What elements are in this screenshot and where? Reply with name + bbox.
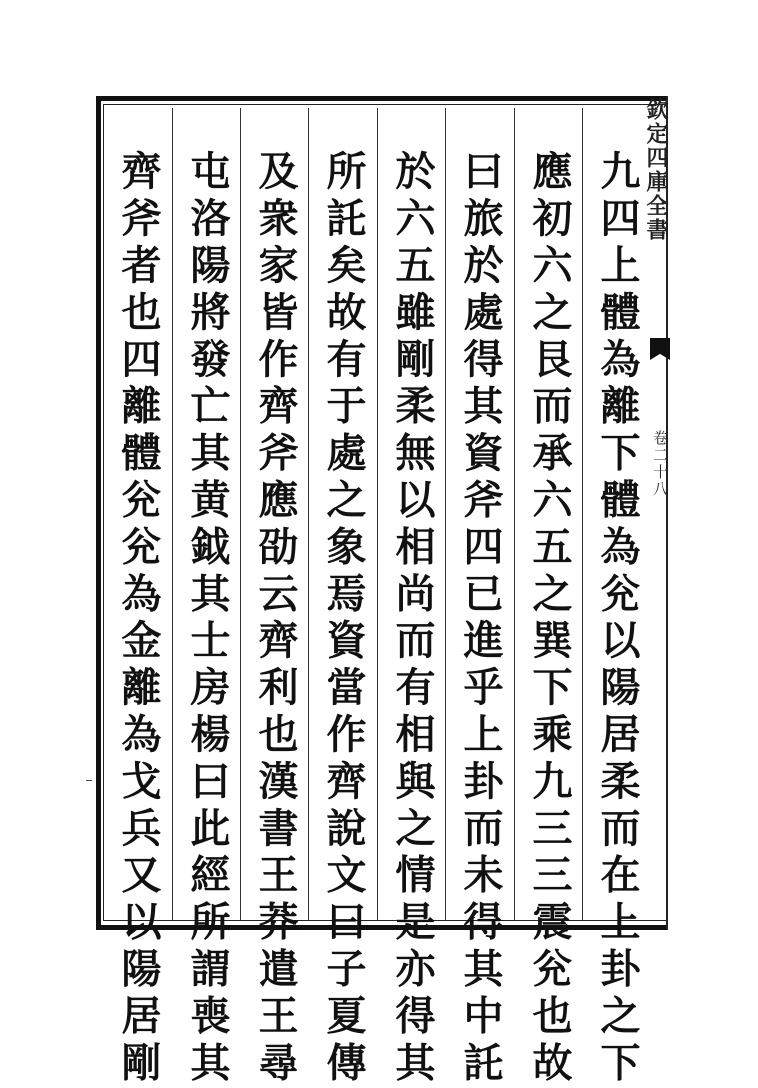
margin-tick-mark	[86, 780, 92, 781]
text-column-1: 九四上體為離下體為兊以陽居柔而在上卦之下	[594, 150, 641, 1088]
inner-border-left	[103, 104, 104, 920]
text-column-7: 屯洛陽將發亡其黄鉞其士房楊曰此經所謂喪其	[184, 150, 231, 1088]
column-divider	[445, 108, 446, 920]
column-divider	[172, 108, 173, 920]
text-column-4: 於六五雖剛柔無以相尚而有相與之情是亦得其	[389, 150, 436, 1088]
column-divider	[308, 108, 309, 920]
text-column-2: 應初六之艮而承六五之巽下乘九三三震兊也故	[526, 150, 573, 1088]
text-column-8: 齊斧者也四離體兊兊為金離為戈兵又以陽居剛	[115, 150, 162, 1088]
margin-book-title: 欽定四庫全書	[643, 98, 669, 242]
text-column-3: 曰旅於處得其資斧四已進乎上卦而未得其中託	[457, 150, 504, 1088]
inner-border-top	[103, 104, 666, 105]
text-column-6: 及衆家皆作齊斧應劭云齊利也漢書王莽遣王尋	[252, 150, 299, 1088]
text-column-5: 所託矣故有于處之象焉資當作齊說文曰子夏傳	[320, 150, 367, 1088]
column-divider	[377, 108, 378, 920]
column-divider	[240, 108, 241, 920]
margin-chapter-label: 卷二十八	[651, 430, 669, 498]
column-divider	[514, 108, 515, 920]
column-divider	[582, 108, 583, 920]
